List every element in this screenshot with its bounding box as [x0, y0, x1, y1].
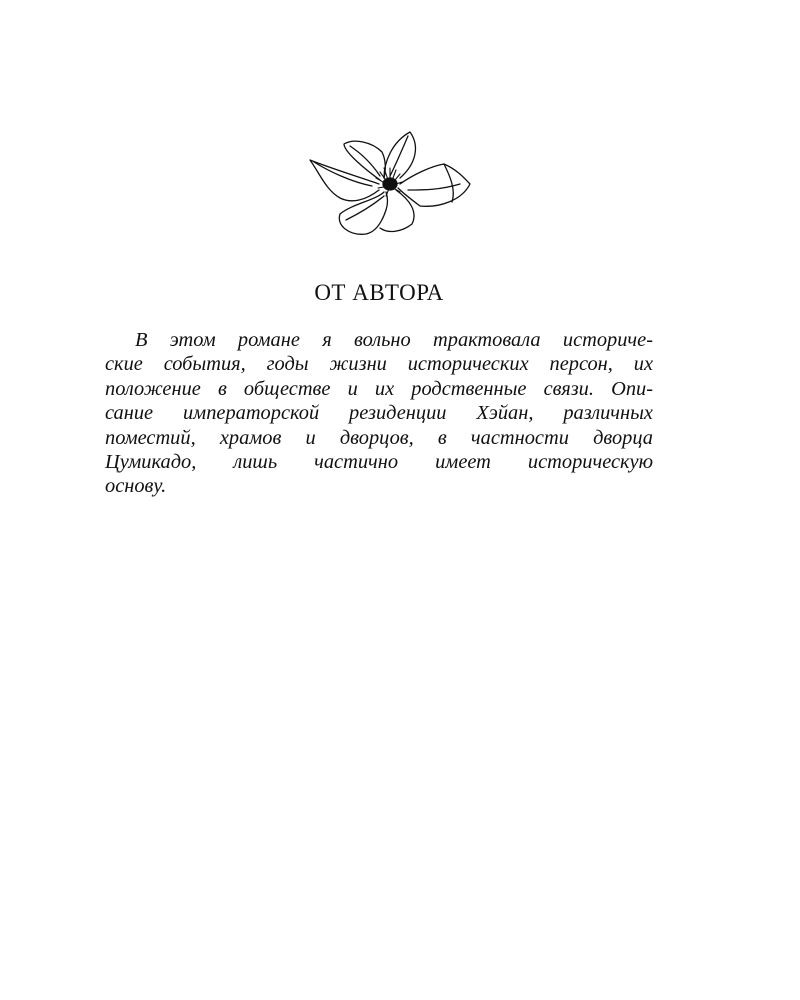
page-title: ОТ АВТОРА: [314, 280, 444, 305]
flower-center: [383, 178, 397, 190]
paragraph-line: сание императорской резиденции Хэйан, различных: [105, 402, 653, 425]
paragraph-line: ские события, годы жизни исторических персон, их: [105, 353, 653, 376]
flower-petal-top-vein: [390, 136, 408, 176]
paragraph-line: В этом романе я вольно трактовала историче-: [135, 329, 653, 351]
magnolia-flower-icon: [300, 124, 476, 242]
author-note-paragraph: [105, 328, 653, 499]
paragraph-line: положение в обществе и их родственные связи. Опи-: [105, 377, 653, 400]
paragraph-line: основу.: [105, 475, 167, 498]
flower-petal-upper-left-vein: [350, 146, 380, 176]
flower-petal-bottom-vein: [346, 196, 384, 220]
flower-petal-right: [398, 164, 470, 206]
flower-petal-left-vein: [314, 162, 372, 186]
flower-petal-right-fold: [444, 164, 453, 202]
paragraph-line: поместий, храмов и дворцов, в частности дворца: [105, 426, 653, 449]
paragraph-line: Цумикадо, лишь частично имеет историческую: [105, 451, 653, 474]
